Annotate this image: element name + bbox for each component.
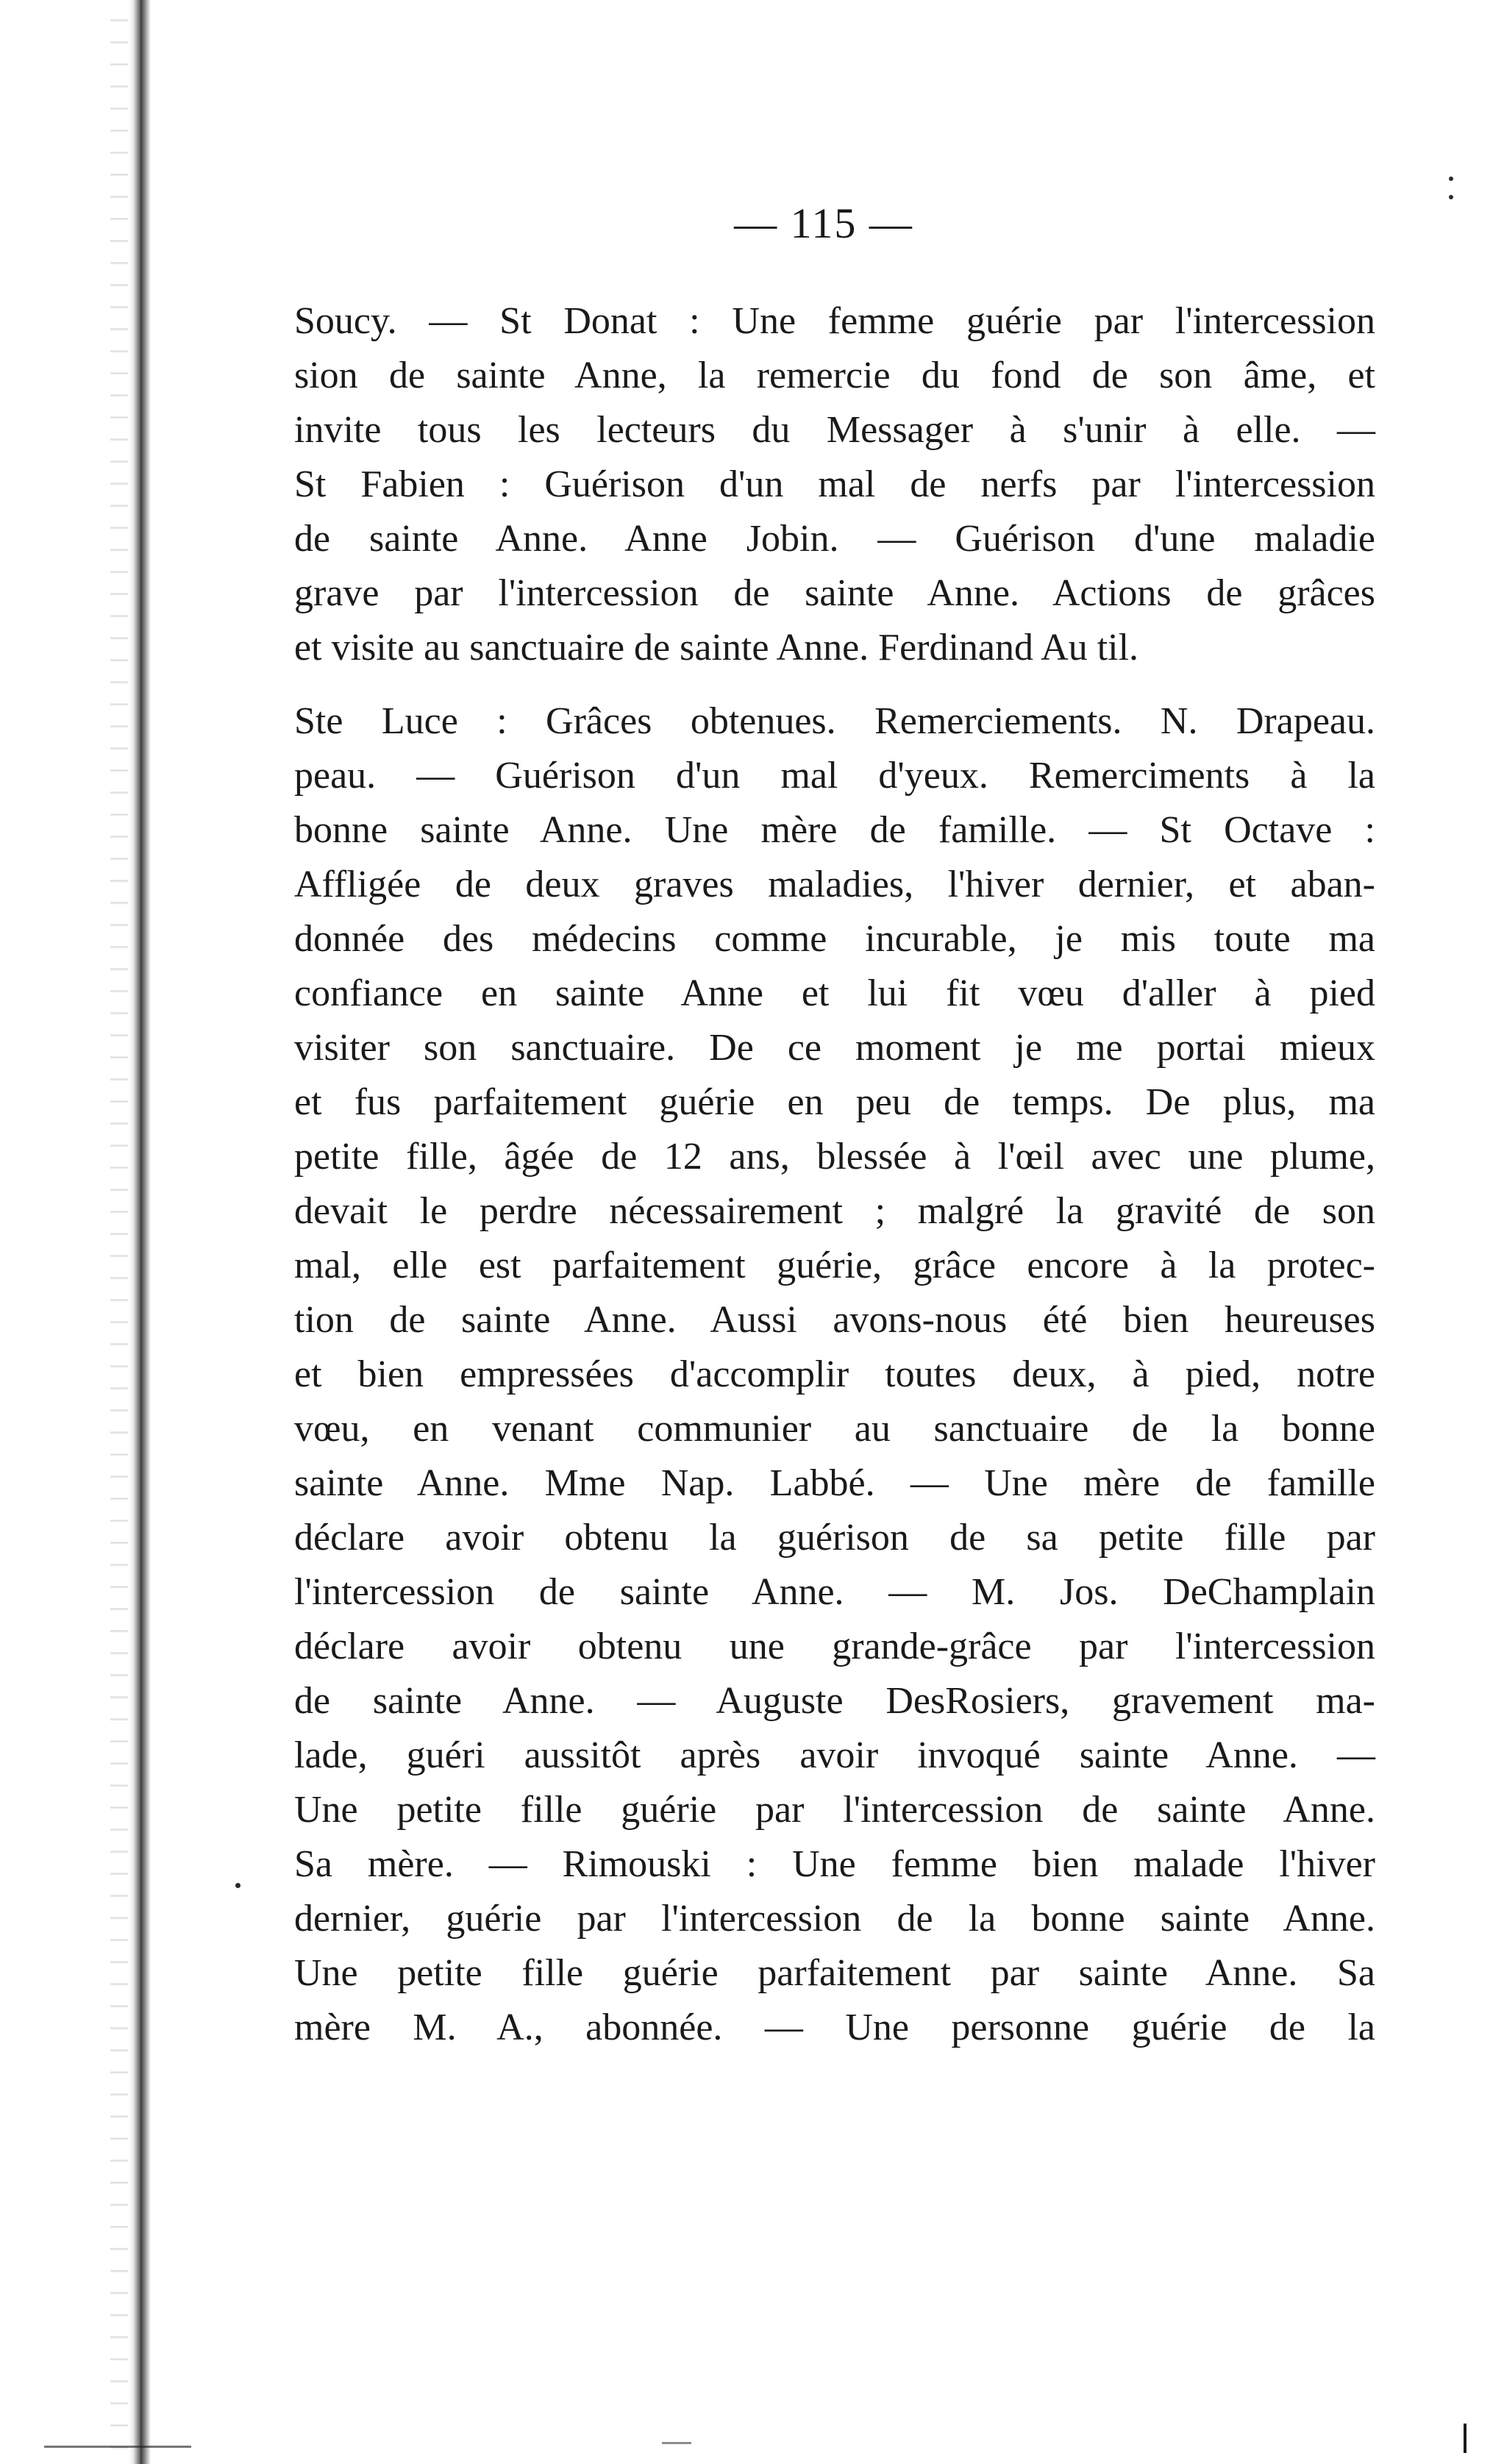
page-number: — 115 — (734, 199, 913, 247)
body-text (294, 294, 1375, 2055)
text-line: sainte Anne. Mme Nap. Labbé. — Une mère de famille (294, 1462, 1375, 1504)
binding-texture (110, 0, 128, 2464)
text-line: et fus parfaitement guérie en peu de temps. De plus, ma (294, 1081, 1375, 1123)
text-line: devait le perdre nécessairement ; malgré la gravité de son (294, 1190, 1375, 1232)
scan-speck (235, 1883, 240, 1888)
text-line: déclare avoir obtenu une grande-grâce par l'intercession (294, 1626, 1375, 1667)
text-line: Une petite fille guérie parfaitement par sainte Anne. Sa (294, 1952, 1375, 1994)
text-line: bonne sainte Anne. Une mère de famille. — St Octave : (294, 809, 1375, 851)
text-line: déclare avoir obtenu la guérison de sa petite fille par (294, 1517, 1375, 1559)
text-line: Soucy. — St Donat : Une femme guérie par l'intercession (294, 300, 1375, 342)
text-line: mère M. A., abonnée. — Une personne guérie de la (294, 2007, 1375, 2048)
scan-speck (1449, 177, 1453, 181)
text-line: et visite au sanctuaire de sainte Anne. Ferdinand Au til. (294, 627, 1139, 669)
text-line: et bien empressées d'accomplir toutes deux, à pied, notre (294, 1353, 1375, 1395)
text-line: de sainte Anne. — Auguste DesRosiers, gravement ma- (294, 1680, 1375, 1722)
text-line: peau. — Guérison d'un mal d'yeux. Remerciments à la (294, 755, 1375, 797)
binding-shadow (129, 0, 151, 2464)
text-line: St Fabien : Guérison d'un mal de nerfs par l'intercession (294, 463, 1375, 505)
text-line: dernier, guérie par l'intercession de la bonne sainte Anne. (294, 1898, 1375, 1940)
text-line: petite fille, âgée de 12 ans, blessée à l'œil avec une plume, (294, 1136, 1375, 1178)
text-line: l'intercession de sainte Anne. — M. Jos. DeChamplain (294, 1571, 1375, 1613)
scan-edge-mark (1464, 2424, 1466, 2453)
text-line: sion de sainte Anne, la remercie du fond de son âme, et (294, 355, 1375, 396)
text-line: Ste Luce : Grâces obtenues. Remerciements. N. Drapeau. (294, 700, 1375, 742)
scan-speck (1449, 195, 1453, 199)
text-line: Affligée de deux graves maladies, l'hiver dernier, et aban- (294, 864, 1375, 905)
text-line: mal, elle est parfaitement guérie, grâce encore à la protec- (294, 1245, 1375, 1286)
text-line: lade, guéri aussitôt après avoir invoqué sainte Anne. — (294, 1734, 1375, 1776)
text-line: Sa mère. — Rimouski : Une femme bien malade l'hiver (294, 1843, 1375, 1885)
text-line: invite tous les lecteurs du Messager à s'unir à elle. — (294, 409, 1375, 451)
text-line: visiter son sanctuaire. De ce moment je me portai mieux (294, 1027, 1375, 1069)
text-line: grave par l'intercession de sainte Anne. Actions de grâces (294, 572, 1375, 614)
text-line: de sainte Anne. Anne Jobin. — Guérison d'une maladie (294, 518, 1375, 560)
text-line: confiance en sainte Anne et lui fit vœu d'aller à pied (294, 972, 1375, 1014)
scan-edge-mark (662, 2442, 691, 2444)
scan-edge-mark (44, 2446, 191, 2448)
text-line: vœu, en venant communier au sanctuaire de la bonne (294, 1408, 1375, 1450)
text-line: Une petite fille guérie par l'intercession de sainte Anne. (294, 1789, 1375, 1831)
text-line: tion de sainte Anne. Aussi avons-nous été bien heureuses (294, 1299, 1375, 1341)
text-line: donnée des médecins comme incurable, je mis toute ma (294, 918, 1375, 960)
